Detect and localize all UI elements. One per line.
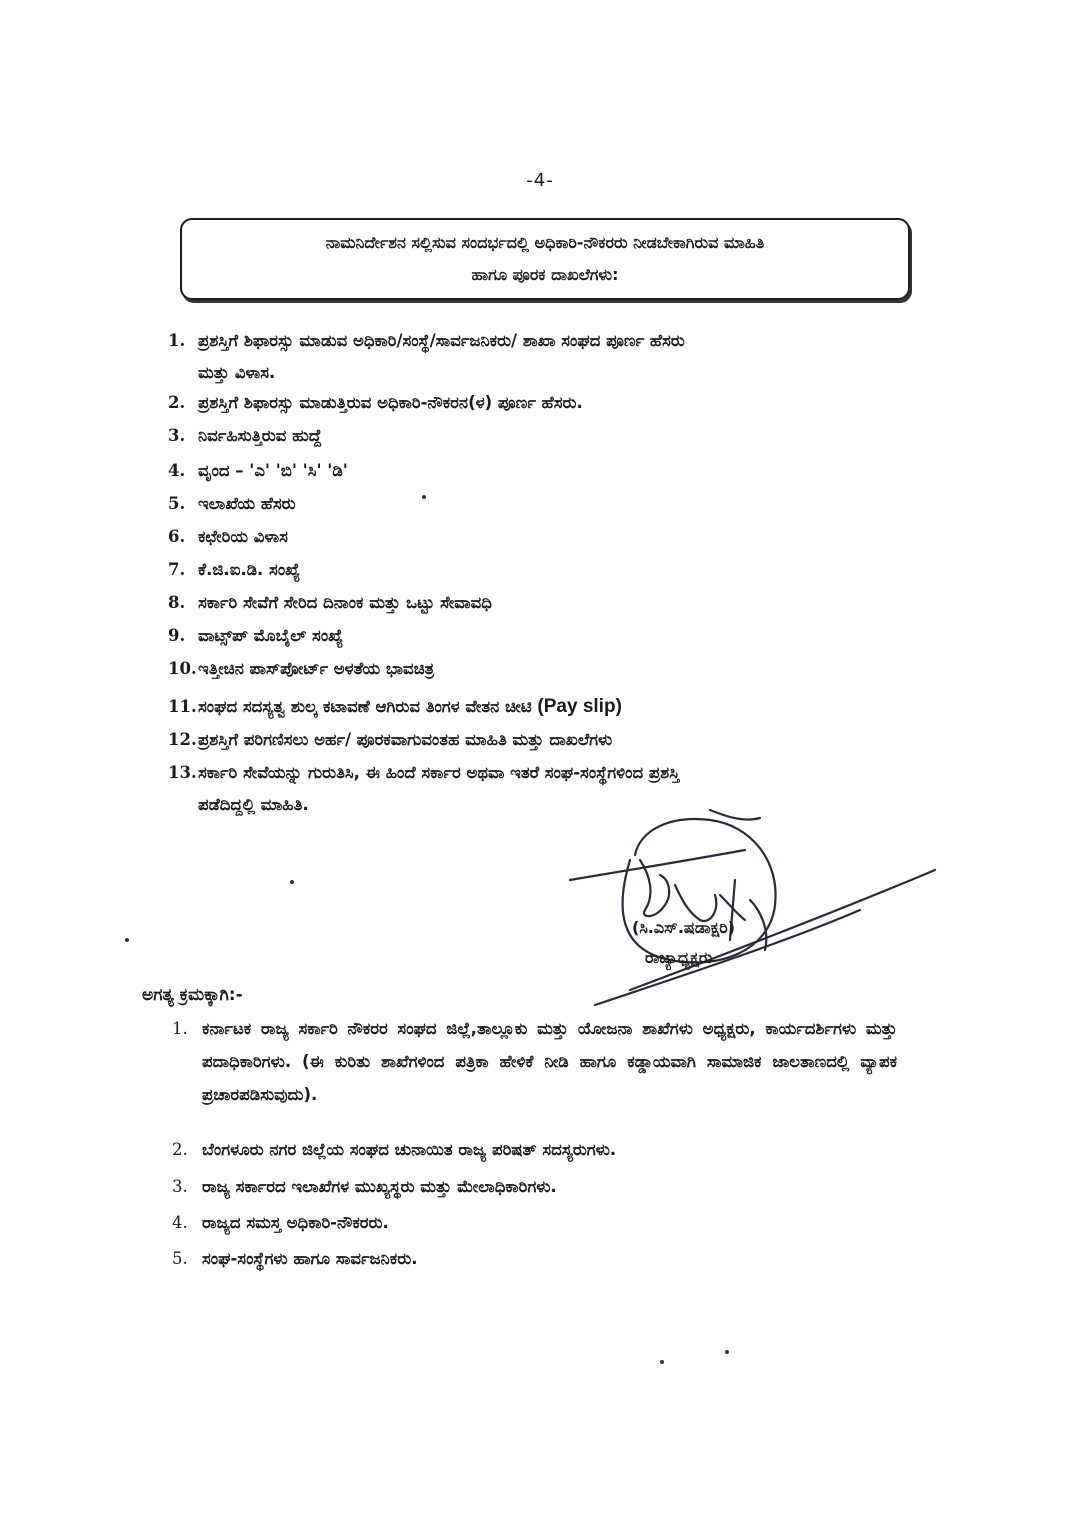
list-item-text: ಪ್ರಶಸ್ತಿಗೆ ಪರಿಗಣಿಸಲು ಅರ್ಹ/ ಪೂರಕವಾಗುವಂತಹ ಮಾಹಿತಿ ಮತ್ತು ದಾಖಲೆಗಳು — [198, 730, 613, 749]
cc-item-number: 4. — [172, 1213, 188, 1232]
scan-speck — [725, 1350, 729, 1354]
section-heading-line-2: ಹಾಗೂ ಪೂರಕ ದಾಖಲೆಗಳು: — [471, 265, 619, 284]
list-item — [168, 488, 898, 520]
signatory-name: (ಸಿ.ಎಸ್.ಷಡಾಕ್ಷರಿ) — [632, 918, 736, 937]
list-item-number: 5. — [168, 494, 186, 513]
list-item — [168, 521, 898, 553]
list-item-text: ಕೆ.ಜಿ.ಐ.ಡಿ. ಸಂಖ್ಯೆ — [198, 560, 301, 579]
list-item-text: ಸರ್ಕಾರಿ ಸೇವೆಯನ್ನು ಗುರುತಿಸಿ, ಈ ಹಿಂದೆ ಸರ್ಕಾರ ಅಥವಾ ಇತರೆ ಸಂಘ-ಸಂಸ್ಥೆಗಳಿಂದ ಪ್ರಶಸ್ತಿ — [198, 763, 680, 782]
list-item — [168, 587, 898, 619]
list-item — [168, 387, 898, 419]
list-item-text: ಪ್ರಶಸ್ತಿಗೆ ಶಿಫಾರಸ್ಸು ಮಾಡುವ ಅಧಿಕಾರಿ/ಸಂಸ್ಥೆ/ಸಾರ್ವಜನಿಕರು/ ಶಾಖಾ ಸಂಘದ ಪೂರ್ಣ ಹೆಸರು — [198, 331, 685, 350]
scan-speck — [125, 938, 129, 942]
section-heading-line-1: ನಾಮನಿರ್ದೇಶನ ಸಲ್ಲಿಸುವ ಸಂದರ್ಭದಲ್ಲಿ ಅಧಿಕಾರಿ-ನೌಕರರು ನೀಡಬೇಕಾಗಿರುವ ಮಾಹಿತಿ — [325, 233, 765, 252]
list-item-text: ಪ್ರಶಸ್ತಿಗೆ ಶಿಫಾರಸ್ಸು ಮಾಡುತ್ತಿರುವ ಅಧಿಕಾರಿ-ನೌಕರನ(ಳ) ಪೂರ್ಣ ಹೆಸರು. — [198, 393, 583, 412]
list-item-number: 10. — [168, 659, 197, 678]
list-item-text-continued: ಮತ್ತು ವಿಳಾಸ. — [198, 363, 276, 382]
scan-speck — [290, 880, 294, 884]
cc-item-number: 3. — [172, 1177, 188, 1196]
list-item-number: 3. — [168, 426, 186, 445]
list-item — [168, 691, 898, 723]
list-item-number: 13. — [168, 763, 197, 782]
list-item-number: 12. — [168, 730, 197, 749]
list-item-text: ಕಛೇರಿಯ ವಿಳಾಸ — [198, 527, 288, 546]
handwritten-signature — [560, 800, 950, 1020]
list-item-text: ಇತ್ತೀಚಿನ ಪಾಸ್‌ಪೋರ್ಟ್ ಅಳತೆಯ ಭಾವಚಿತ್ರ — [198, 659, 435, 678]
scan-speck — [422, 495, 426, 499]
cc-list-item — [172, 1242, 897, 1275]
cc-list-item — [172, 1133, 897, 1166]
list-item-text: ಸಂಘದ ಸದಸ್ಯತ್ವ ಶುಲ್ಕ ಕಟಾವಣೆ ಆಗಿರುವ ತಿಂಗಳ ವೇತನ ಚೀಟಿ — [198, 697, 532, 716]
cc-item-number: 5. — [172, 1249, 188, 1268]
list-item-text: ಇಲಾಖೆಯ ಹೆಸರು — [198, 494, 296, 513]
cc-list-item — [172, 1012, 897, 1111]
cc-item-number: 1. — [172, 1019, 188, 1038]
list-item-text-continued: ಪಡೆದಿದ್ದಲ್ಲಿ ಮಾಹಿತಿ. — [198, 795, 309, 814]
list-item-number: 4. — [168, 461, 186, 480]
list-item-number: 6. — [168, 527, 186, 546]
list-item-number: 9. — [168, 626, 186, 645]
cc-item-number: 2. — [172, 1140, 188, 1159]
list-item-number: 1. — [168, 331, 186, 350]
list-item-text: ಸರ್ಕಾರಿ ಸೇವೆಗೆ ಸೇರಿದ ದಿನಾಂಕ ಮತ್ತು ಒಟ್ಟು ಸೇವಾವಧಿ — [198, 593, 492, 612]
list-item — [168, 653, 898, 685]
cc-list-item — [172, 1170, 897, 1203]
scan-speck — [660, 1360, 664, 1364]
cc-list-item — [172, 1206, 897, 1239]
list-item-number: 11. — [168, 697, 197, 716]
cc-item-text: ರಾಜ್ಯ ಸರ್ಕಾರದ ಇಲಾಖೆಗಳ ಮುಖ್ಯಸ್ಥರು ಮತ್ತು ಮೇಲಾಧಿಕಾರಿಗಳು. — [202, 1177, 557, 1196]
cc-item-text: ರಾಜ್ಯದ ಸಮಸ್ತ ಅಧಿಕಾರಿ-ನೌಕರರು. — [202, 1213, 389, 1232]
list-item — [168, 554, 898, 586]
page-number: -4- — [526, 170, 554, 191]
list-item-text: ನಿರ್ವಹಿಸುತ್ತಿರುವ ಹುದ್ದೆ — [198, 426, 322, 445]
pay-slip-label: (Pay slip) — [537, 696, 622, 717]
cc-item-text: ಬೆಂಗಳೂರು ನಗರ ಜಿಲ್ಲೆಯ ಸಂಘದ ಚುನಾಯಿತ ರಾಜ್ಯ ಪರಿಷತ್ ಸದಸ್ಯರುಗಳು. — [202, 1140, 617, 1159]
cc-heading: ಅಗತ್ಯ ಕ್ರಮಕ್ಕಾಗಿ:- — [142, 985, 243, 1005]
list-item-number: 8. — [168, 593, 186, 612]
list-item-text: ವೃಂದ – 'ಎ' 'ಬಿ' 'ಸಿ' 'ಡಿ' — [198, 461, 348, 480]
cc-item-text: ಸಂಘ-ಸಂಸ್ಥೆಗಳು ಹಾಗೂ ಸಾರ್ವಜನಿಕರು. — [202, 1249, 418, 1268]
list-item — [168, 325, 898, 389]
list-item-number: 2. — [168, 393, 186, 412]
list-item — [168, 420, 898, 452]
list-item-text: ವಾಟ್ಸ್‌ಪ್ ಮೊಬೈಲ್ ಸಂಖ್ಯೆ — [198, 626, 344, 645]
list-item-number: 7. — [168, 560, 186, 579]
list-item — [168, 455, 898, 487]
signatory-title: ರಾಜ್ಯಾಧ್ಯಕ್ಷರು — [645, 948, 713, 967]
list-item — [168, 620, 898, 652]
cc-item-text: ಕರ್ನಾಟಕ ರಾಜ್ಯ ಸರ್ಕಾರಿ ನೌಕರರ ಸಂಘದ ಜಿಲ್ಲೆ,ತಾಲ್ಲೂಕು ಮತ್ತು ಯೋಜನಾ ಶಾಖೆಗಳು ಅಧ್ಯಕ್ಷರು, ಕಾರ್ಯದರ್ಶಿಗಳು ಮತ್ತು ಪದಾಧಿಕಾರಿಗಳು. (ಈ ಕುರಿತು ಶಾಖೆಗಳಿಂದ ಪತ್ರಿಕಾ ಹೇಳಿಕೆ ನೀಡಿ ಹಾಗೂ ಕಡ್ಡಾಯವಾಗಿ ಸಾಮಾಜಿಕ ಜಾಲತಾಣದಲ್ಲಿ ವ್ಯಾಪಕ ಪ್ರಚಾರಪಡಿಸುವುದು). — [202, 1019, 897, 1104]
list-item — [168, 724, 898, 756]
section-heading-box — [180, 218, 910, 300]
